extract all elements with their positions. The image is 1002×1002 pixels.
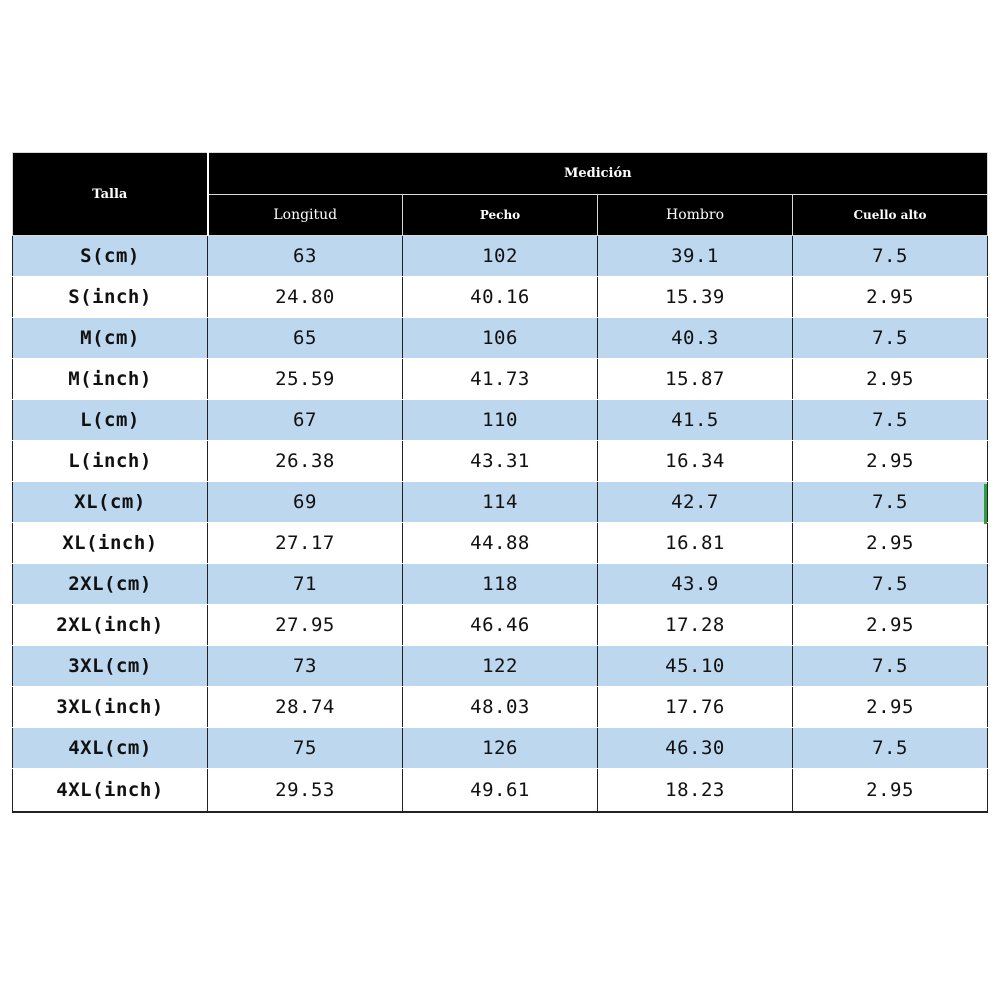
size-label: XL(inch) [13, 523, 208, 564]
length-cell: 67 [208, 400, 403, 441]
chest-cell: 106 [403, 318, 598, 359]
chest-cell: 48.03 [403, 687, 598, 728]
column-header-shoulder: Hombro [598, 195, 793, 236]
collar-cell: 7.5 [793, 646, 988, 687]
collar-cell: 2.95 [793, 769, 988, 813]
size-column-header: Talla [13, 153, 208, 236]
chest-cell: 114 [403, 482, 598, 523]
chest-cell: 41.73 [403, 359, 598, 400]
shoulder-cell: 18.23 [598, 769, 793, 813]
size-label: 2XL(cm) [13, 564, 208, 605]
length-cell: 75 [208, 728, 403, 769]
table-row [13, 769, 988, 813]
column-header-chest: Pecho [403, 195, 598, 236]
shoulder-cell: 42.7 [598, 482, 793, 523]
collar-cell: 7.5 [793, 236, 988, 277]
column-header-collar: Cuello alto [793, 195, 988, 236]
collar-cell: 2.95 [793, 605, 988, 646]
chest-cell: 49.61 [403, 769, 598, 813]
shoulder-cell: 15.39 [598, 277, 793, 318]
size-label: S(cm) [13, 236, 208, 277]
size-label: XL(cm) [13, 482, 208, 523]
table-row [13, 646, 988, 687]
length-cell: 26.38 [208, 441, 403, 482]
chest-cell: 44.88 [403, 523, 598, 564]
size-label: 2XL(inch) [13, 605, 208, 646]
size-chart-table [12, 152, 988, 813]
shoulder-cell: 41.5 [598, 400, 793, 441]
collar-cell: 2.95 [793, 687, 988, 728]
length-cell: 69 [208, 482, 403, 523]
collar-cell: 7.5 [793, 728, 988, 769]
collar-cell: 7.5 [793, 482, 988, 523]
size-label: S(inch) [13, 277, 208, 318]
shoulder-cell: 40.3 [598, 318, 793, 359]
size-label: M(cm) [13, 318, 208, 359]
table-row [13, 482, 988, 523]
table-row [13, 236, 988, 277]
shoulder-cell: 16.34 [598, 441, 793, 482]
shoulder-cell: 16.81 [598, 523, 793, 564]
table-body [13, 236, 988, 813]
length-cell: 27.17 [208, 523, 403, 564]
collar-cell: 7.5 [793, 318, 988, 359]
table-row [13, 687, 988, 728]
size-label: L(inch) [13, 441, 208, 482]
collar-cell: 2.95 [793, 441, 988, 482]
table-row [13, 728, 988, 769]
length-cell: 28.74 [208, 687, 403, 728]
size-label: L(cm) [13, 400, 208, 441]
chest-cell: 43.31 [403, 441, 598, 482]
shoulder-cell: 46.30 [598, 728, 793, 769]
table-row [13, 318, 988, 359]
length-cell: 65 [208, 318, 403, 359]
collar-cell: 2.95 [793, 523, 988, 564]
length-cell: 73 [208, 646, 403, 687]
table-row [13, 523, 988, 564]
length-cell: 27.95 [208, 605, 403, 646]
chest-cell: 118 [403, 564, 598, 605]
column-header-length: Longitud [208, 195, 403, 236]
shoulder-cell: 17.28 [598, 605, 793, 646]
chest-cell: 46.46 [403, 605, 598, 646]
chest-cell: 110 [403, 400, 598, 441]
length-cell: 71 [208, 564, 403, 605]
edge-marker [984, 484, 987, 524]
table-row [13, 441, 988, 482]
shoulder-cell: 17.76 [598, 687, 793, 728]
measurement-group-header: Medición [208, 153, 988, 195]
size-label: 3XL(inch) [13, 687, 208, 728]
collar-cell: 7.5 [793, 400, 988, 441]
table-header [13, 153, 988, 236]
length-cell: 29.53 [208, 769, 403, 813]
size-label: 4XL(inch) [13, 769, 208, 813]
collar-cell: 2.95 [793, 359, 988, 400]
size-label: 3XL(cm) [13, 646, 208, 687]
chest-cell: 102 [403, 236, 598, 277]
size-label: 4XL(cm) [13, 728, 208, 769]
length-cell: 25.59 [208, 359, 403, 400]
shoulder-cell: 43.9 [598, 564, 793, 605]
table-row [13, 400, 988, 441]
collar-cell: 7.5 [793, 564, 988, 605]
length-cell: 24.80 [208, 277, 403, 318]
table-row [13, 277, 988, 318]
size-label: M(inch) [13, 359, 208, 400]
shoulder-cell: 45.10 [598, 646, 793, 687]
shoulder-cell: 15.87 [598, 359, 793, 400]
chest-cell: 122 [403, 646, 598, 687]
shoulder-cell: 39.1 [598, 236, 793, 277]
collar-cell: 2.95 [793, 277, 988, 318]
table-row [13, 605, 988, 646]
header-row-group [13, 153, 988, 195]
table-row [13, 359, 988, 400]
length-cell: 63 [208, 236, 403, 277]
table-row [13, 564, 988, 605]
chest-cell: 40.16 [403, 277, 598, 318]
chest-cell: 126 [403, 728, 598, 769]
